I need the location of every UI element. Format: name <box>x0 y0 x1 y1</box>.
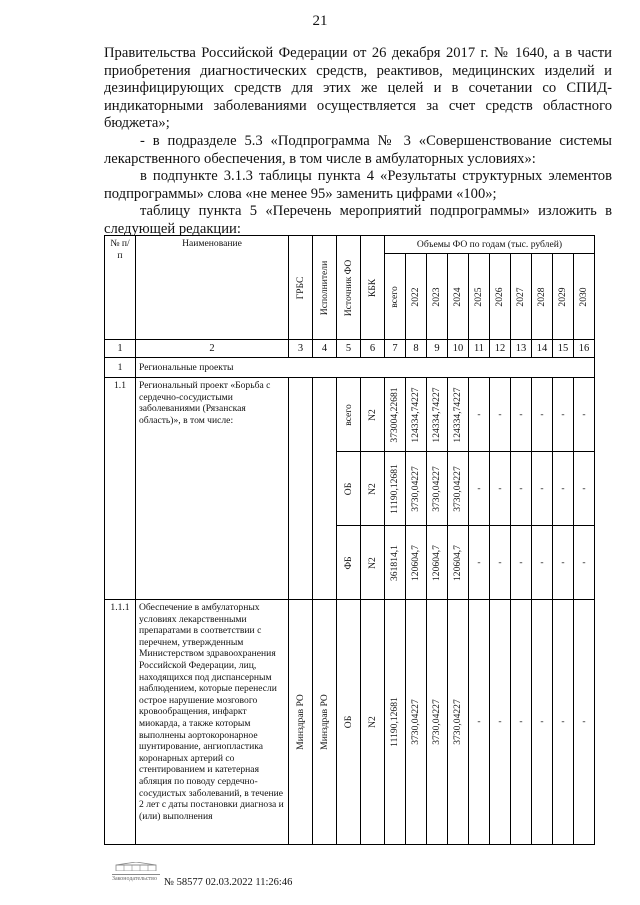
col-number: 14 <box>532 340 553 358</box>
row-dash: - <box>532 600 553 845</box>
row-value: 124334,74227 <box>448 378 469 452</box>
row-dash: - <box>553 452 574 526</box>
header-year: 2024 <box>448 254 469 340</box>
header-kbk: КБК <box>361 236 385 340</box>
col-number: 10 <box>448 340 469 358</box>
row-grbs: Минздрав РО <box>289 600 313 845</box>
row-total: 11190,12681 <box>385 452 406 526</box>
row-grbs <box>289 378 313 600</box>
row-dash: - <box>532 526 553 600</box>
building-icon <box>112 862 160 871</box>
header-year: 2022 <box>406 254 427 340</box>
row-total: 11190,12681 <box>385 600 406 845</box>
table-row <box>105 358 595 378</box>
header-name: Наименование <box>136 236 289 340</box>
col-number: 15 <box>553 340 574 358</box>
col-number: 1 <box>105 340 136 358</box>
row-dash: - <box>532 378 553 452</box>
row-dash: - <box>553 600 574 845</box>
row-executors: Минздрав РО <box>313 600 337 845</box>
col-number: 4 <box>313 340 337 358</box>
row-source: ОБ <box>337 452 361 526</box>
table-row <box>105 600 595 845</box>
col-number: 5 <box>337 340 361 358</box>
header-year: 2026 <box>490 254 511 340</box>
row-num: 1.1 <box>105 378 136 600</box>
row-num: 1 <box>105 358 136 378</box>
row-value: 3730,04227 <box>406 600 427 845</box>
paragraph-1: Правительства Российской Федерации от 26 декабря 2017 г. № 1640, а в части приобретения диагностических средств, реактивов, медицинских изделий и дезинфицирующих средств для этих же целей и в сочетании со СПИД-индикаторными заболеваниями осуществляется за счет средств областного бюджета»; <box>104 45 612 132</box>
page-number: 21 <box>312 13 328 29</box>
logo-text: Законодательство <box>112 876 157 882</box>
row-name: Региональный проект «Борьба с сердечно-сосудистыми заболеваниями (Рязанская область)», в том числе: <box>136 378 289 600</box>
row-value: 3730,04227 <box>406 452 427 526</box>
legislation-logo <box>112 858 160 882</box>
header-year: 2025 <box>469 254 490 340</box>
row-value: 124334,74227 <box>427 378 448 452</box>
row-dash: - <box>469 452 490 526</box>
body-text <box>104 45 612 239</box>
header-year: 2030 <box>574 254 595 340</box>
row-dash: - <box>469 378 490 452</box>
col-number: 12 <box>490 340 511 358</box>
row-executors <box>313 378 337 600</box>
table-row <box>105 378 595 452</box>
row-dash: - <box>574 600 595 845</box>
header-year: 2028 <box>532 254 553 340</box>
row-source: ФБ <box>337 526 361 600</box>
row-dash: - <box>553 526 574 600</box>
header-source: Источник ФО <box>337 236 361 340</box>
paragraph-4: таблицу пункта 5 «Перечень мероприятий подпрограммы» изложить в следующей редакции: <box>104 203 612 237</box>
row-dash: - <box>490 526 511 600</box>
row-dash: - <box>490 378 511 452</box>
header-grbs: ГРБС <box>289 236 313 340</box>
col-number: 9 <box>427 340 448 358</box>
column-numbers-row <box>105 340 595 358</box>
header-executors: Исполнители <box>313 236 337 340</box>
row-num: 1.1.1 <box>105 600 136 845</box>
row-source: всего <box>337 378 361 452</box>
row-dash: - <box>469 526 490 600</box>
row-name: Региональные проекты <box>136 358 595 378</box>
row-total: 361814,1 <box>385 526 406 600</box>
row-source: ОБ <box>337 600 361 845</box>
row-kbk: N2 <box>361 600 385 845</box>
col-number: 11 <box>469 340 490 358</box>
row-kbk: N2 <box>361 526 385 600</box>
header-year: 2027 <box>511 254 532 340</box>
header-year: 2023 <box>427 254 448 340</box>
row-value: 3730,04227 <box>448 452 469 526</box>
row-kbk: N2 <box>361 378 385 452</box>
row-kbk: N2 <box>361 452 385 526</box>
row-value: 3730,04227 <box>427 452 448 526</box>
row-dash: - <box>511 526 532 600</box>
row-value: 124334,74227 <box>406 378 427 452</box>
col-number: 3 <box>289 340 313 358</box>
row-dash: - <box>490 452 511 526</box>
row-dash: - <box>553 378 574 452</box>
row-dash: - <box>511 378 532 452</box>
col-number: 2 <box>136 340 289 358</box>
row-value: 120604,7 <box>448 526 469 600</box>
row-dash: - <box>511 600 532 845</box>
col-number: 8 <box>406 340 427 358</box>
measures-table <box>104 235 595 845</box>
row-dash: - <box>511 452 532 526</box>
row-value: 3730,04227 <box>448 600 469 845</box>
row-value: 3730,04227 <box>427 600 448 845</box>
paragraph-2: - в подразделе 5.3 «Подпрограмма № 3 «Совершенствование системы лекарственного обеспечения, в том числе в амбулаторных условиях»: <box>104 132 612 167</box>
row-dash: - <box>574 526 595 600</box>
row-dash: - <box>574 378 595 452</box>
row-dash: - <box>490 600 511 845</box>
registration-stamp: № 58577 02.03.2022 11:26:46 <box>164 877 293 888</box>
row-dash: - <box>532 452 553 526</box>
row-total: 373004,22681 <box>385 378 406 452</box>
header-year: 2029 <box>553 254 574 340</box>
header-num: № п/п <box>105 236 136 340</box>
row-name: Обеспечение в амбулаторных условиях лекарственными препаратами в соответствии с перечнем, утвержденным Министерством здравоохранения Российской Федерации, лиц, находящихся под диспансерным наблюдением, которые перенесли острое нарушение мозгового кровообращения, инфаркт миокарда, а также которым выполнены аортокоронарное шунтирование, ангиопластика коронарных артерий со стентированием и катетерная абляция по поводу сердечно-сосудистых заболеваний, в течение 2 лет с даты постановки диагноза и (или) выполнения <box>136 600 289 845</box>
row-value: 120604,7 <box>406 526 427 600</box>
col-number: 6 <box>361 340 385 358</box>
paragraph-3: в подпункте 3.1.3 таблицы пункта 4 «Результаты структурных элементов подпрограммы» слова «не менее 95» заменить цифрами «100»; <box>104 168 612 202</box>
row-dash: - <box>574 452 595 526</box>
header-volumes: Объемы ФО по годам (тыс. рублей) <box>385 236 595 254</box>
col-number: 7 <box>385 340 406 358</box>
header-total: всего <box>385 254 406 340</box>
row-value: 120604,7 <box>427 526 448 600</box>
col-number: 13 <box>511 340 532 358</box>
row-dash: - <box>469 600 490 845</box>
col-number: 16 <box>574 340 595 358</box>
